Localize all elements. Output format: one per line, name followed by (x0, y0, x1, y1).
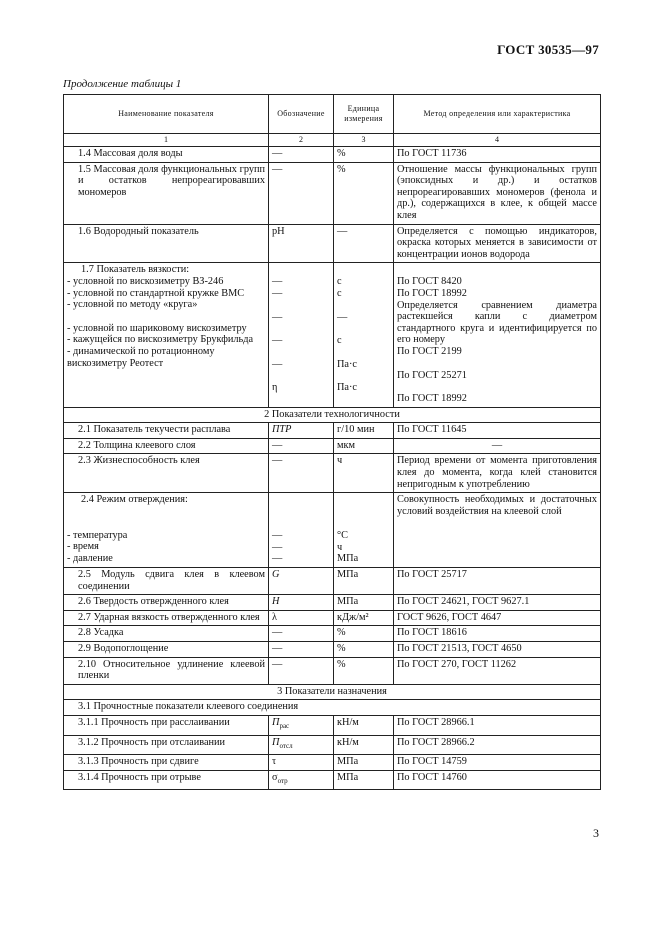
indicator-unit-group (334, 493, 394, 568)
indicator-unit: кН/м (334, 715, 394, 735)
sub-indicator-name: - условной по методу «круга» (67, 299, 198, 311)
indicator-name: 1.7 Показатель вязкости: (81, 264, 190, 276)
indicator-unit: ч (337, 541, 343, 553)
indicator-symbol: — (269, 626, 334, 642)
sub-indicator-name: - условной по вискозиметру ВЗ-246 (67, 275, 224, 287)
indicator-unit: % (334, 657, 394, 684)
header-symbol: Обозначение (269, 95, 334, 134)
indicator-unit: МПа (334, 568, 394, 595)
indicator-symbol (269, 715, 334, 735)
indicator-name: 1.6 Водородный показатель (64, 224, 269, 263)
sub-indicator-name: - температура (67, 529, 128, 541)
header-method: Метод определения или характеристика (394, 95, 601, 134)
table-row (64, 595, 601, 611)
symbol-sub: рас (279, 722, 290, 731)
indicator-symbol: — (269, 162, 334, 224)
indicator-symbol: — (272, 311, 283, 323)
indicator-method: По ГОСТ 24621, ГОСТ 9627.1 (394, 595, 601, 611)
indicator-symbol: — (269, 147, 334, 163)
column-number-row (64, 134, 601, 147)
table-row (64, 770, 601, 790)
indicator-method: Определяется с помощью индикаторов, окраска которых меняется в зависимости от концентрации ионов водорода (394, 224, 601, 263)
indicator-name-group (64, 493, 269, 568)
indicator-symbol: — (272, 287, 283, 299)
indicator-symbol: — (272, 530, 283, 542)
indicator-unit-group (334, 263, 394, 407)
indicator-symbol: G (269, 568, 334, 595)
indicator-name: 2.1 Показатель текучести расплава (64, 423, 269, 439)
indicator-unit: с (337, 287, 342, 299)
section-title: 2 Показатели технологичности (64, 407, 601, 423)
indicator-method: По ГОСТ 21513, ГОСТ 4650 (394, 642, 601, 658)
table-row (64, 626, 601, 642)
section-row (64, 407, 601, 423)
symbol-sub: отр (277, 776, 288, 785)
table-row (64, 715, 601, 735)
indicator-name: 3.1.3 Прочность при сдвиге (64, 755, 269, 771)
table-row (64, 493, 601, 568)
indicator-symbol (269, 770, 334, 790)
subsection-title: 3.1 Прочностные показатели клеевого соединения (64, 700, 601, 716)
indicator-symbol: η (272, 382, 278, 394)
indicator-unit: МПа (334, 770, 394, 790)
indicator-method: По ГОСТ 18616 (394, 626, 601, 642)
indicator-method: Определяется сравнением диаметра растекшейся капли с диаметром стандартного круга и идентифицируется по его номеру (397, 299, 597, 346)
table-row (64, 147, 601, 163)
indicator-unit: °С (337, 530, 348, 542)
header-unit: Единица измерения (334, 95, 394, 134)
section-row (64, 684, 601, 700)
indicator-unit: % (334, 162, 394, 224)
table-row (64, 610, 601, 626)
indicator-unit: кДж/м² (334, 610, 394, 626)
indicator-name: 3.1.4 Прочность при отрыве (64, 770, 269, 790)
indicator-symbol: pH (269, 224, 334, 263)
indicator-method: Совокупность необходимых и достаточных условий воздействия на клеевой слой (394, 493, 601, 568)
indicator-symbol (269, 735, 334, 755)
table-row (64, 735, 601, 755)
indicator-symbol: — (269, 657, 334, 684)
indicator-name: 2.4 Режим отверждения: (81, 494, 188, 506)
symbol-main: σ (272, 771, 278, 783)
indicator-name-group (64, 263, 269, 407)
indicator-method: По ГОСТ 25271 (397, 369, 467, 381)
sub-indicator-name: - условной по шариковому вискозиметру (67, 322, 247, 334)
section-title: 3 Показатели назначения (64, 684, 601, 700)
indicator-name: 2.10 Относительное удлинение клеевой пленки (64, 657, 269, 684)
indicator-symbol: — (269, 438, 334, 454)
indicator-method: По ГОСТ 8420 (397, 276, 462, 288)
indicator-method: По ГОСТ 25717 (394, 568, 601, 595)
indicator-unit: — (334, 224, 394, 263)
indicator-unit: Па·с (337, 358, 358, 370)
indicator-name: 2.3 Жизнеспособность клея (64, 454, 269, 493)
indicator-unit: с (337, 276, 342, 288)
indicator-symbol: τ (269, 755, 334, 771)
symbol-main: П (272, 716, 280, 728)
indicator-method: По ГОСТ 14760 (394, 770, 601, 790)
column-number: 3 (334, 134, 394, 147)
indicator-unit: ч (334, 454, 394, 493)
table-row (64, 700, 601, 716)
indicator-name: 2.8 Усадка (64, 626, 269, 642)
indicator-symbol-group (269, 493, 334, 568)
indicator-method: По ГОСТ 2199 (397, 345, 462, 357)
indicator-unit: мкм (334, 438, 394, 454)
indicator-method: По ГОСТ 270, ГОСТ 11262 (394, 657, 601, 684)
indicator-unit: с (337, 335, 342, 347)
indicator-symbol: — (272, 276, 283, 288)
indicator-symbol-group (269, 263, 334, 407)
table-row (64, 162, 601, 224)
table-header-row (64, 95, 601, 134)
indicator-name: 1.5 Массовая доля функциональных групп и остатков непрореагировавших мономеров (64, 162, 269, 224)
indicator-symbol: — (272, 541, 283, 553)
table-row (64, 642, 601, 658)
indicator-unit: % (334, 642, 394, 658)
indicator-unit: МПа (337, 553, 359, 565)
indicator-unit: % (334, 147, 394, 163)
indicator-unit: — (337, 311, 348, 323)
sub-indicator-name: - условной по стандартной кружке ВМС (67, 287, 245, 299)
indicator-method: По ГОСТ 14759 (394, 755, 601, 771)
indicator-method: По ГОСТ 28966.2 (394, 735, 601, 755)
symbol-main: П (272, 736, 280, 748)
table-row (64, 438, 601, 454)
table-row (64, 454, 601, 493)
column-number: 1 (64, 134, 269, 147)
indicator-method: Период времени от момента приготовления клея до момента, когда клей становится непригодным к употреблению (394, 454, 601, 493)
indicator-symbol: — (272, 553, 283, 565)
table-row (64, 263, 601, 407)
sub-indicator-name: - кажущейся по вискозиметру Брукфильда (67, 334, 254, 346)
table-row (64, 755, 601, 771)
sub-indicator-name: - время (67, 541, 99, 553)
indicator-symbol: — (272, 335, 283, 347)
table-row (64, 568, 601, 595)
sub-indicator-name: - динамической по ротационному вискозиметру Реотест (67, 345, 215, 369)
indicator-symbol: — (269, 454, 334, 493)
indicator-method: По ГОСТ 11645 (394, 423, 601, 439)
indicator-name: 2.7 Ударная вязкость отвержденного клея (64, 610, 269, 626)
indicator-name: 2.6 Твердость отвержденного клея (64, 595, 269, 611)
indicator-unit: кН/м (334, 735, 394, 755)
indicator-symbol: — (269, 642, 334, 658)
table-row (64, 657, 601, 684)
indicators-table (63, 94, 601, 790)
indicator-name: 2.2 Толщина клеевого слоя (64, 438, 269, 454)
indicator-method: — (394, 438, 601, 454)
column-number: 4 (394, 134, 601, 147)
indicator-unit: г/10 мин (334, 423, 394, 439)
indicator-method: ГОСТ 9626, ГОСТ 4647 (394, 610, 601, 626)
table-row (64, 423, 601, 439)
symbol-sub: отсл (279, 741, 293, 750)
indicator-unit: Па·с (337, 382, 358, 394)
indicator-name: 2.5 Модуль сдвига клея в клеевом соединении (64, 568, 269, 595)
column-number: 2 (269, 134, 334, 147)
indicator-symbol: λ (269, 610, 334, 626)
indicator-method: По ГОСТ 18992 (397, 287, 467, 299)
indicator-unit: МПа (334, 595, 394, 611)
indicator-symbol: ПТР (269, 423, 334, 439)
indicator-method: По ГОСТ 28966.1 (394, 715, 601, 735)
indicator-name: 2.9 Водопоглощение (64, 642, 269, 658)
page-number: 3 (593, 826, 599, 840)
document-code: ГОСТ 30535—97 (497, 42, 599, 57)
indicator-name: 1.4 Массовая доля воды (64, 147, 269, 163)
table-continuation-caption: Продолжение таблицы 1 (63, 78, 182, 90)
indicator-name: 3.1.2 Прочность при отслаивании (64, 735, 269, 755)
indicator-unit: % (334, 626, 394, 642)
indicator-symbol: H (269, 595, 334, 611)
sub-indicator-name: - давление (67, 553, 113, 565)
table-row (64, 224, 601, 263)
indicator-method: Отношение массы функциональных групп (эпоксидных и др.) и остатков непрореагировавших мономеров (фенола и др.), содержащихся в клее, к общей массе клея (394, 162, 601, 224)
indicator-method-group (394, 263, 601, 407)
indicator-unit: МПа (334, 755, 394, 771)
indicator-symbol: — (272, 358, 283, 370)
indicator-method: По ГОСТ 18992 (397, 393, 467, 405)
indicator-name: 3.1.1 Прочность при расслаивании (64, 715, 269, 735)
header-name: Наименование показателя (64, 95, 269, 134)
indicator-method: По ГОСТ 11736 (394, 147, 601, 163)
